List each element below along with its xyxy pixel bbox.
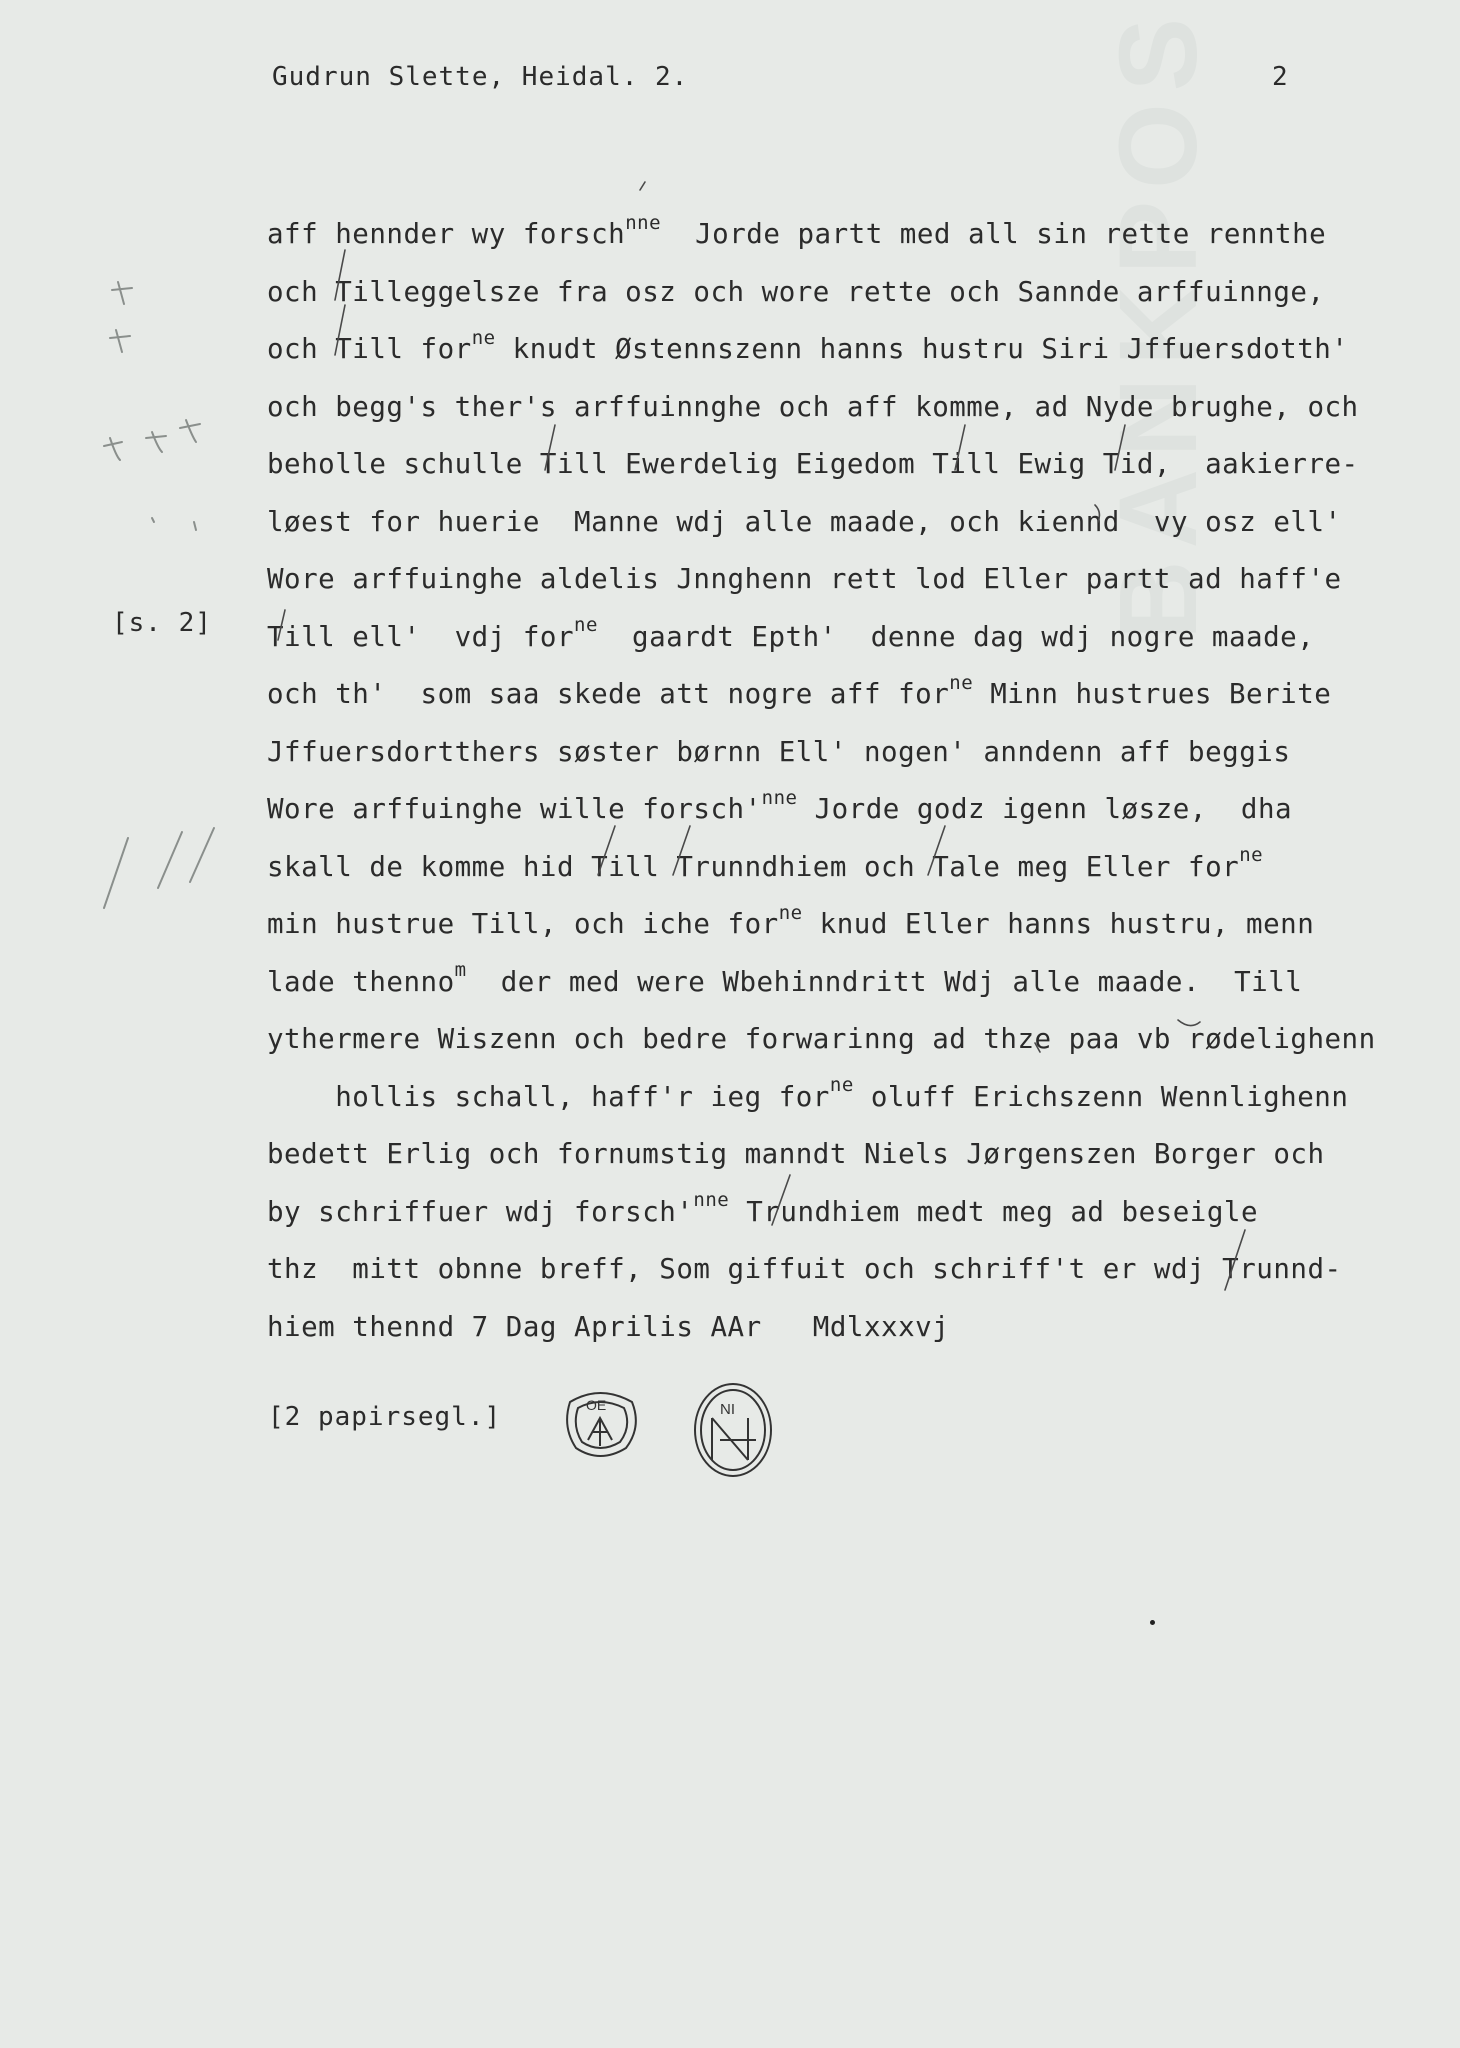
abbreviation-superscript: nne (693, 1189, 730, 1212)
transcription-line (267, 551, 1387, 609)
transcription-line (267, 1241, 1387, 1299)
seal-oe-icon (560, 1382, 642, 1464)
transcription-line (267, 839, 1387, 897)
transcription-line (267, 379, 1387, 437)
line-text: gaardt Epth' denne dag wdj nogre maade, (597, 620, 1315, 653)
transcription-line (267, 609, 1387, 667)
line-text: knudt Østennszenn hanns hustru Siri Jffuersdotth' (495, 333, 1349, 365)
line-text: thz mitt obnne breff, Som giffuit och schriff't er wdj Trunnd- (267, 1253, 1342, 1285)
seal-label: [2 papirsegl.] (268, 1402, 502, 1432)
background-watermark: BANKPOS (1097, 5, 1220, 640)
line-text: Wore arffuinghe wille forsch' (267, 793, 762, 825)
transcription-line (267, 494, 1387, 552)
line-text: hollis schall, haff'r ieg for (267, 1080, 830, 1113)
line-text: Minn hustrues Berite (973, 678, 1332, 710)
transcription-line (267, 1069, 1387, 1127)
transcription-line (267, 896, 1387, 954)
line-text: aff hennder wy forsch (267, 218, 626, 250)
seal-ni-icon (690, 1380, 776, 1480)
transcription-line (267, 666, 1387, 724)
line-text: bedett Erlig och fornumstig manndt Niels Jørgenszen Borger och (267, 1138, 1325, 1170)
line-text: och begg's ther's arffuinnghe och aff komme, ad Nyde brughe, och (267, 390, 1359, 423)
line-text: beholle schulle Till Ewerdelig Eigedom Till Ewig Tid, aakierre- (267, 448, 1359, 480)
abbreviation-superscript: nne (625, 211, 662, 234)
transcription-line (267, 1011, 1387, 1069)
line-text: och Till for (267, 333, 472, 365)
line-text: ythermere Wiszenn och bedre forwarinng ad thze paa vb rødelighenn (267, 1023, 1376, 1055)
line-text: och Tilleggelsze fra osz och wore rette och Sannde arffuinnge, (267, 275, 1325, 308)
line-text: knud Eller hanns hustru, menn (802, 908, 1315, 940)
line-text: Jorde godz igenn løsze, dha (797, 793, 1293, 825)
abbreviation-superscript: ne (829, 1074, 854, 1097)
transcription-line (267, 264, 1387, 322)
abbreviation-superscript: ne (1239, 844, 1264, 867)
abbreviation-superscript: nne (761, 786, 798, 809)
line-text: der med were Wbehinndritt Wdj alle maade. Till (466, 965, 1303, 998)
page-number: 2 (1272, 62, 1288, 92)
abbreviation-superscript: ne (471, 326, 496, 349)
line-text: Jorde partt med all sin rette rennthe (661, 218, 1327, 250)
transcription-line (267, 781, 1387, 839)
abbreviation-superscript: m (454, 959, 467, 982)
page-header: Gudrun Slette, Heidal. 2. (272, 62, 689, 92)
abbreviation-superscript: ne (574, 614, 598, 637)
transcription-line (267, 1126, 1387, 1184)
transcription-line (267, 321, 1387, 379)
line-text: min hustrue Till, och iche for (267, 908, 779, 940)
line-text: by schriffuer wdj forsch' (267, 1195, 694, 1228)
line-text: och th' som saa skede att nogre aff for (267, 678, 950, 710)
line-text: løest for huerie Manne wdj alle maade, och kiennd vy osz ell' (267, 505, 1342, 538)
svg-text:OE: OE (586, 1397, 607, 1413)
transcription-line (267, 954, 1387, 1012)
transcription-line (267, 724, 1387, 782)
line-text: hiem thennd 7 Dag Aprilis AAr Mdlxxxvj (267, 1310, 950, 1343)
line-text: lade thenno (267, 965, 455, 998)
svg-text:NI: NI (720, 1401, 735, 1418)
transcription-line (267, 1299, 1387, 1357)
abbreviation-superscript: ne (778, 901, 803, 924)
line-text: Jffuersdortthers søster børnn Ell' nogen' anndenn aff beggis (267, 735, 1291, 768)
line-text: Trundhiem medt meg ad beseigle (729, 1195, 1258, 1228)
line-text: oluff Erichszenn Wennlighenn (853, 1080, 1349, 1113)
transcription-line (267, 206, 1387, 264)
transcription-body (267, 206, 1387, 1356)
line-text: skall de komme hid Till Trunndhiem och Tale meg Eller for (267, 850, 1240, 883)
pencil-margin-marks (90, 260, 270, 940)
line-text: Till ell' vdj for (267, 620, 575, 653)
abbreviation-superscript: ne (949, 671, 974, 694)
line-text: Wore arffuinghe aldelis Jnnghenn rett lod Eller partt ad haff'e (267, 563, 1342, 595)
transcription-line (267, 436, 1387, 494)
transcription-line (267, 1184, 1387, 1242)
ink-dot (1150, 1620, 1155, 1625)
margin-page-reference: [s. 2] (112, 608, 212, 638)
